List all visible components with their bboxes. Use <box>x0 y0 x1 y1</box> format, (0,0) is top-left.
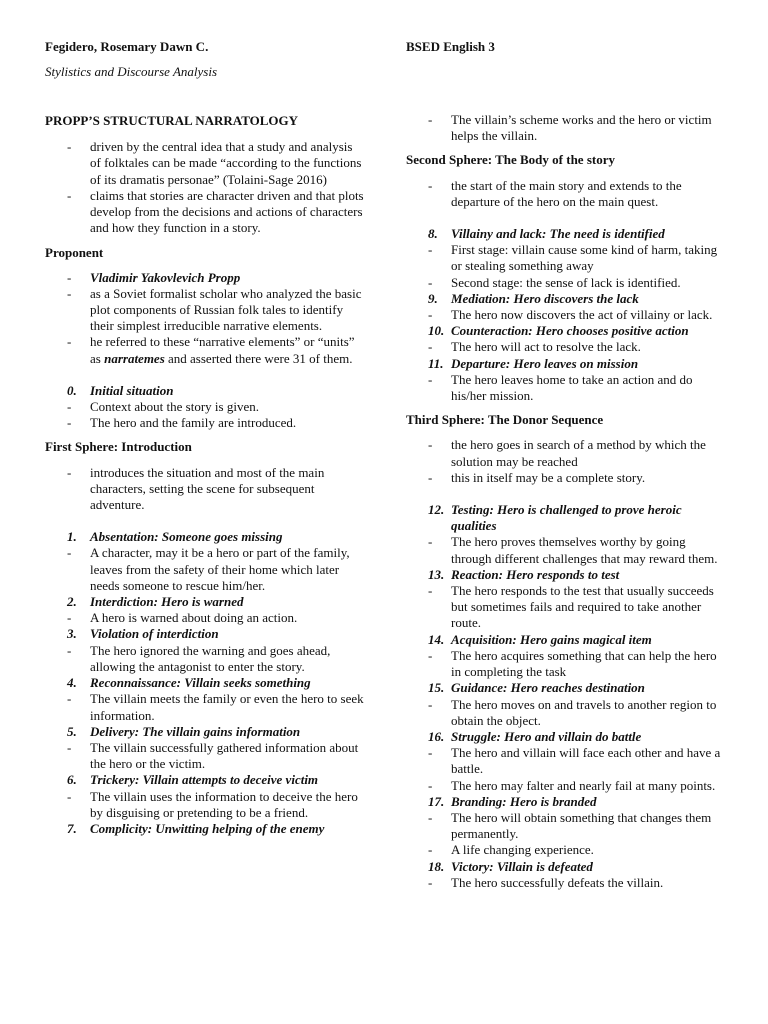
list-item: - The hero leaves home to take an action and do his/her mission. <box>428 371 693 404</box>
function-heading: 8. Villainy and lack: The need is identified <box>428 226 665 242</box>
list-item: - The villain’s scheme works and the hero or victim helps the villain. <box>428 112 712 144</box>
list-item: - The hero successfully defeats the villain. <box>428 874 664 890</box>
third-sphere-heading: Third Sphere: The Donor Sequence <box>406 412 604 428</box>
list-item: - Context about the story is given. <box>67 399 259 415</box>
list-item: - The hero acquires something that can help the hero in completing the task <box>428 647 717 680</box>
function-heading: 3. Violation of interdiction <box>67 626 219 642</box>
subject-title: Stylistics and Discourse Analysis <box>45 64 218 79</box>
proponent-name: Vladimir Yakovlevich Propp <box>90 269 241 285</box>
second-sphere-heading: Second Sphere: The Body of the story <box>406 152 615 168</box>
proponent-heading: Proponent <box>45 245 104 261</box>
function-heading: 13. Reaction: Hero responds to test <box>428 566 620 582</box>
list-item: - claims that stories are character driven and that plots develop from the decisions and actions of characters and how they function in a story. <box>67 187 364 236</box>
function-list <box>406 502 726 891</box>
function-list <box>45 529 365 837</box>
function-list <box>406 226 726 404</box>
function-heading: 9. Mediation: Hero discovers the lack <box>428 290 639 306</box>
function-heading: 1. Absentation: Someone goes missing <box>67 529 283 545</box>
list-item-text: he referred to these “narrative elements” or “units” as narratemes and asserted there were 31 of them. <box>90 334 355 366</box>
list-item: - this in itself may be a complete story. <box>428 469 646 485</box>
function-heading: 6. Trickery: Villain attempts to deceive victim <box>67 772 319 788</box>
function-heading: 2. Interdiction: Hero is warned <box>67 594 244 610</box>
function-heading: 16. Struggle: Hero and villain do battle <box>428 728 642 744</box>
list-item: - Vladimir Yakovlevich Propp <box>67 269 241 285</box>
list-item: - the start of the main story and extends to the departure of the hero on the main quest. <box>428 177 682 209</box>
list-item: - the hero goes in search of a method by which the solution may be reached <box>428 437 706 469</box>
list-item-text: as a Soviet formalist scholar who analyzed the basic plot components of Russian folk tales to identify their simplest irreducible narrative elements. <box>90 285 362 334</box>
list-item: - The hero and villain will face each other and have a battle. <box>428 745 721 777</box>
function-heading: 15. Guidance: Hero reaches destination <box>428 680 645 696</box>
function-heading: 11. Departure: Hero leaves on mission <box>428 355 639 371</box>
list-item: - The hero and the family are introduced. <box>67 415 297 431</box>
function-heading: 10. Counteraction: Hero chooses positive action <box>428 323 689 339</box>
function-heading: 12. Testing: Hero is challenged to prove heroic qualities <box>428 502 682 534</box>
function-heading: 4. Reconnaissance: Villain seeks something <box>67 675 311 691</box>
list-item: - The villain successfully gathered information about the hero or the victim. <box>67 739 359 772</box>
list-item: - The hero moves on and travels to another region to obtain the object. <box>428 696 717 728</box>
list-item: - The villain meets the family or even the hero to seek information. <box>67 691 364 723</box>
right-column <box>406 112 726 891</box>
function-heading: 18. Victory: Villain is defeated <box>428 858 593 874</box>
left-column <box>45 112 365 837</box>
first-sphere-heading: First Sphere: Introduction <box>45 439 192 455</box>
list-item: - The hero will obtain something that changes them permanently. <box>428 809 712 842</box>
list-item-text: driven by the central idea that a study and analysis of folktales can be made “according to the functions of its dramatis personae” (Tolaini-Sage 2016) <box>90 139 362 187</box>
function-heading: 14. Acquisition: Hero gains magical item <box>428 631 652 647</box>
list-item: - he referred to these “narrative elements” or “units” as narratemes and asserted there were 31 of them. <box>67 334 355 366</box>
list-item: - The hero now discovers the act of villainy or lack. <box>428 307 713 323</box>
list-item: - A hero is warned about doing an action. <box>67 610 298 626</box>
list-item: - The hero proves themselves worthy by going through different challenges that may reward them. <box>428 534 718 566</box>
course-code: BSED English 3 <box>406 39 495 54</box>
list-item: - First stage: villain cause some kind of harm, taking or stealing something away <box>428 242 718 274</box>
list-item: - A character, may it be a hero or part of the family, leaves from the safety of their home which later needs someone to rescue him/her. <box>67 545 350 593</box>
function-heading: 7. Complicity: Unwitting helping of the enemy <box>67 820 325 836</box>
document-title: PROPP’S STRUCTURAL NARRATOLOGY <box>45 113 299 128</box>
list-item: - as a Soviet formalist scholar who analyzed the basic plot components of Russian folk tales to identify their simplest irreducible narrative elements. <box>67 285 362 334</box>
list-item: - The villain uses the information to deceive the hero by disguising or pretending to be a friend. <box>67 788 358 820</box>
list-item: - The hero responds to the test that usually succeeds but sometimes fails and required to take another route. <box>428 583 714 631</box>
list-item: - The hero will act to resolve the lack. <box>428 339 641 355</box>
list-item: - introduces the situation and most of the main characters, setting the scene for subsequent adventure. <box>67 464 325 513</box>
list-item: - driven by the central idea that a study and analysis of folktales can be made “according to the functions of its dramatis personae” (Tolaini-Sage 2016) <box>67 139 362 187</box>
function-heading: 5. Delivery: The villain gains information <box>67 723 301 739</box>
list-item: - The hero may falter and nearly fail at many points. <box>428 777 716 793</box>
list-item: - The hero ignored the warning and goes ahead, allowing the antagonist to enter the story. <box>67 642 331 674</box>
list-item-text: claims that stories are character driven and that plots develop from the decisions and actions of characters and how they function in a story. <box>90 187 364 236</box>
function-heading: 17. Branding: Hero is branded <box>428 793 597 809</box>
list-item: - Second stage: the sense of lack is identified. <box>428 274 681 290</box>
function-heading: 0. Initial situation <box>67 382 174 398</box>
list-item: - A life changing experience. <box>428 842 594 858</box>
author-name: Fegidero, Rosemary Dawn C. <box>45 39 209 54</box>
